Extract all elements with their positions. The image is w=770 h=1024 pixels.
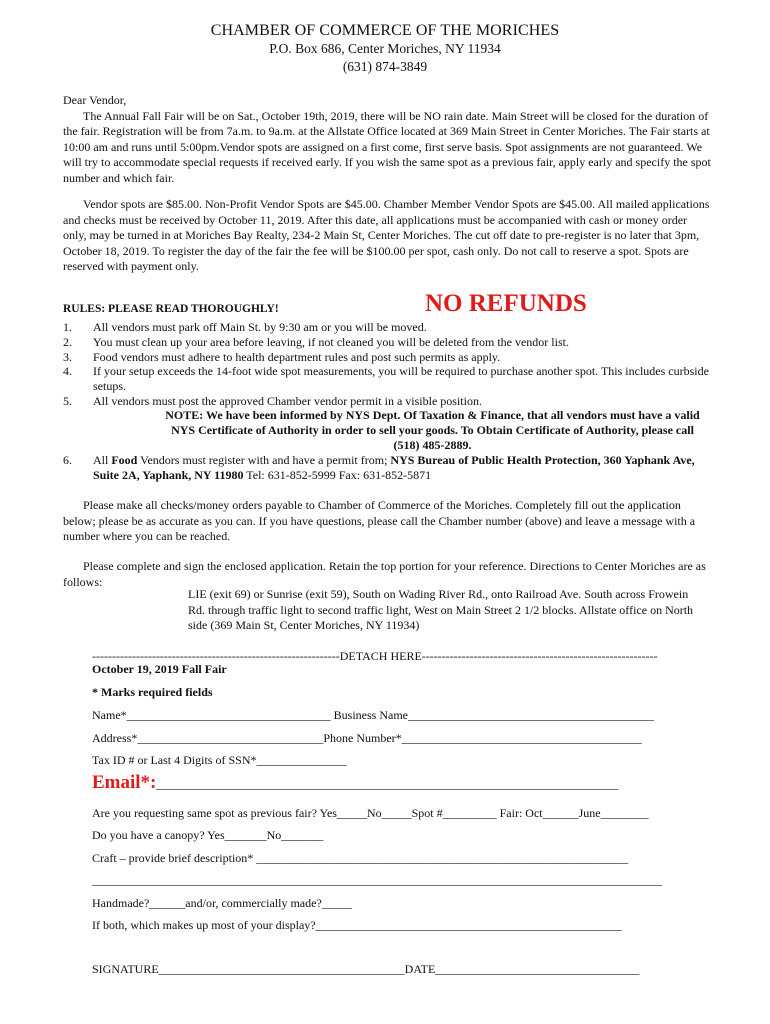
rules-list bbox=[63, 320, 713, 409]
pricing-paragraph bbox=[63, 197, 711, 275]
detach-line: --------------------------------------------------------------DETACH HERE----------------------------------------------------------- bbox=[92, 649, 658, 663]
address-phone-field[interactable]: Address*_______________________________Phone Number*________________________________________ bbox=[92, 731, 642, 745]
email-field[interactable] bbox=[92, 772, 692, 794]
rule-item-food-vendors bbox=[63, 453, 713, 483]
rule-item bbox=[63, 364, 713, 394]
rule-text: If your setup exceeds the 14-foot wide spot measurements, you will be required to purchase another spot. This includes curbside setups. bbox=[93, 364, 709, 394]
rule-item bbox=[63, 335, 713, 350]
signature-date-field[interactable]: SIGNATURE_________________________________________DATE__________________________________ bbox=[92, 962, 640, 976]
fair-details-text: The Annual Fall Fair will be on Sat., October 19th, 2019, there will be NO rain date. Main Street will be closed for the duration of the fair. Registration will be from 7a.m. to 9a.m. at the Allstate Office located at 369 Main Street in Center Moriches. The Fair starts at 10:00 am and runs until 5:00pm.Vendor spots are assigned on a first come, first serve basis. Spot assignments are not guaranteed. We will try to accommodate special requests if received early. If you wish the same spot as a previous fair, apply early and specify the spot number and which fair. bbox=[63, 108, 711, 185]
canopy-field[interactable]: Do you have a canopy? Yes_______No_______ bbox=[92, 828, 324, 842]
tax-id-field[interactable]: Tax ID # or Last 4 Digits of SSN*_______________ bbox=[92, 753, 347, 767]
rule-text: All vendors must post the approved Chamber vendor permit in a visible position. bbox=[93, 393, 482, 408]
rule-number: 6. bbox=[63, 453, 72, 467]
greeting: Dear Vendor, bbox=[63, 93, 127, 107]
email-blank[interactable]: _____________________________________________________________________________ bbox=[156, 777, 619, 791]
rule-number: 4. bbox=[63, 364, 72, 379]
email-label: Email*: bbox=[92, 772, 157, 793]
rule-item bbox=[63, 394, 713, 409]
rule6-health-bureau: NYS Bureau of Public Health Protection, 360 Yaphank Ave, Suite 2A, Yaphank, NY 11980 bbox=[93, 453, 695, 482]
letterhead bbox=[0, 22, 770, 76]
rule-number: 2. bbox=[63, 334, 72, 349]
same-spot-field[interactable]: Are you requesting same spot as previous fair? Yes_____No_____Spot #_________ Fair: Oct______June________ bbox=[92, 806, 649, 820]
rule-number: 1. bbox=[63, 320, 72, 334]
craft-description-field[interactable]: Craft – provide brief description* ______________________________________________________________ bbox=[92, 851, 629, 865]
tax-authority-note: NOTE: We have been informed by NYS Dept. Of Taxation & Finance, that all vendors must have a valid NYS Certificate of Authority in order to sell your goods. To Obtain Certificate of Authority, please call (518) 485-2889. bbox=[165, 408, 700, 452]
rule6-contact: Tel: 631-852-5999 Fax: 631-852-5871 bbox=[243, 468, 432, 482]
rule-text: Food vendors must adhere to health department rules and post such permits as apply. bbox=[93, 349, 501, 364]
rules-heading: RULES: PLEASE READ THOROUGHLY! bbox=[63, 303, 279, 315]
name-business-field[interactable]: Name*__________________________________ Business Name_________________________________________ bbox=[92, 708, 654, 722]
rule6-food: Food bbox=[111, 453, 138, 467]
intro-paragraph bbox=[63, 93, 711, 187]
application-instructions: Please complete and sign the enclosed application. Retain the top portion for your reference. Directions to Center Moriches are as follows: bbox=[63, 559, 706, 589]
pricing-text: Vendor spots are $85.00. Non-Profit Vendor Spots are $45.00. Chamber Member Vendor Spots are $45.00. All mailed applications and checks must be received by October 11, 2019. After this date, all applications must be accompanied with cash or money order only, may be turned in at Moriches Bay Realty, 234-2 Main St, Center Moriches. The cut off date to pre-register is no later that 3pm, October 18, 2019. To register the day of the fair the fee will be $100.00 per spot, cash only. Do not call to reserve a spot. Spots are reserved with payment only. bbox=[63, 197, 710, 274]
rule6-text-b: Vendors must register with and have a permit from; bbox=[137, 453, 391, 467]
rule-item bbox=[63, 320, 713, 335]
organization-address: P.O. Box 686, Center Moriches, NY 11934 bbox=[269, 41, 501, 56]
organization-phone: (631) 874-3849 bbox=[342, 59, 428, 74]
payment-instructions: Please make all checks/money orders payable to Chamber of Commerce of the Moriches. Completely fill out the application below; please be as accurate as you can. If you have questions, please call the Chamber number (above) and leave a message with a number where you can be reached. bbox=[63, 498, 696, 543]
rule6-text-a: All bbox=[93, 453, 112, 467]
no-refunds-banner: NO REFUNDS bbox=[425, 290, 587, 317]
craft-description-continued[interactable]: _______________________________________________________________________________________________ bbox=[92, 873, 662, 887]
required-fields-note: * Marks required fields bbox=[92, 685, 213, 699]
form-title: October 19, 2019 Fall Fair bbox=[92, 662, 227, 676]
rule-number: 5. bbox=[63, 393, 72, 408]
rule-number: 3. bbox=[63, 349, 72, 364]
driving-directions: LIE (exit 69) or Sunrise (exit 59), South on Wading River Rd., onto Railroad Ave. South across Frowein Rd. through traffic light to second traffic light, West on Main Street 2 1/2 blocks. Allstate office on North side (369 Main St, Center Moriches, NY 11934) bbox=[188, 587, 694, 632]
rule-text: All vendors must park off Main St. by 9:30 am or you will be moved. bbox=[93, 320, 427, 334]
rule-text: You must clean up your area before leaving, if not cleaned you will be deleted from the vendor list. bbox=[93, 334, 569, 349]
rule-item bbox=[63, 350, 713, 365]
handmade-field[interactable]: Handmade?______and/or, commercially made?_____ bbox=[92, 896, 352, 910]
organization-title: CHAMBER OF COMMERCE OF THE MORICHES bbox=[210, 22, 560, 39]
rule-text bbox=[93, 453, 713, 483]
display-majority-field[interactable]: If both, which makes up most of your display?___________________________________________________ bbox=[92, 918, 622, 932]
